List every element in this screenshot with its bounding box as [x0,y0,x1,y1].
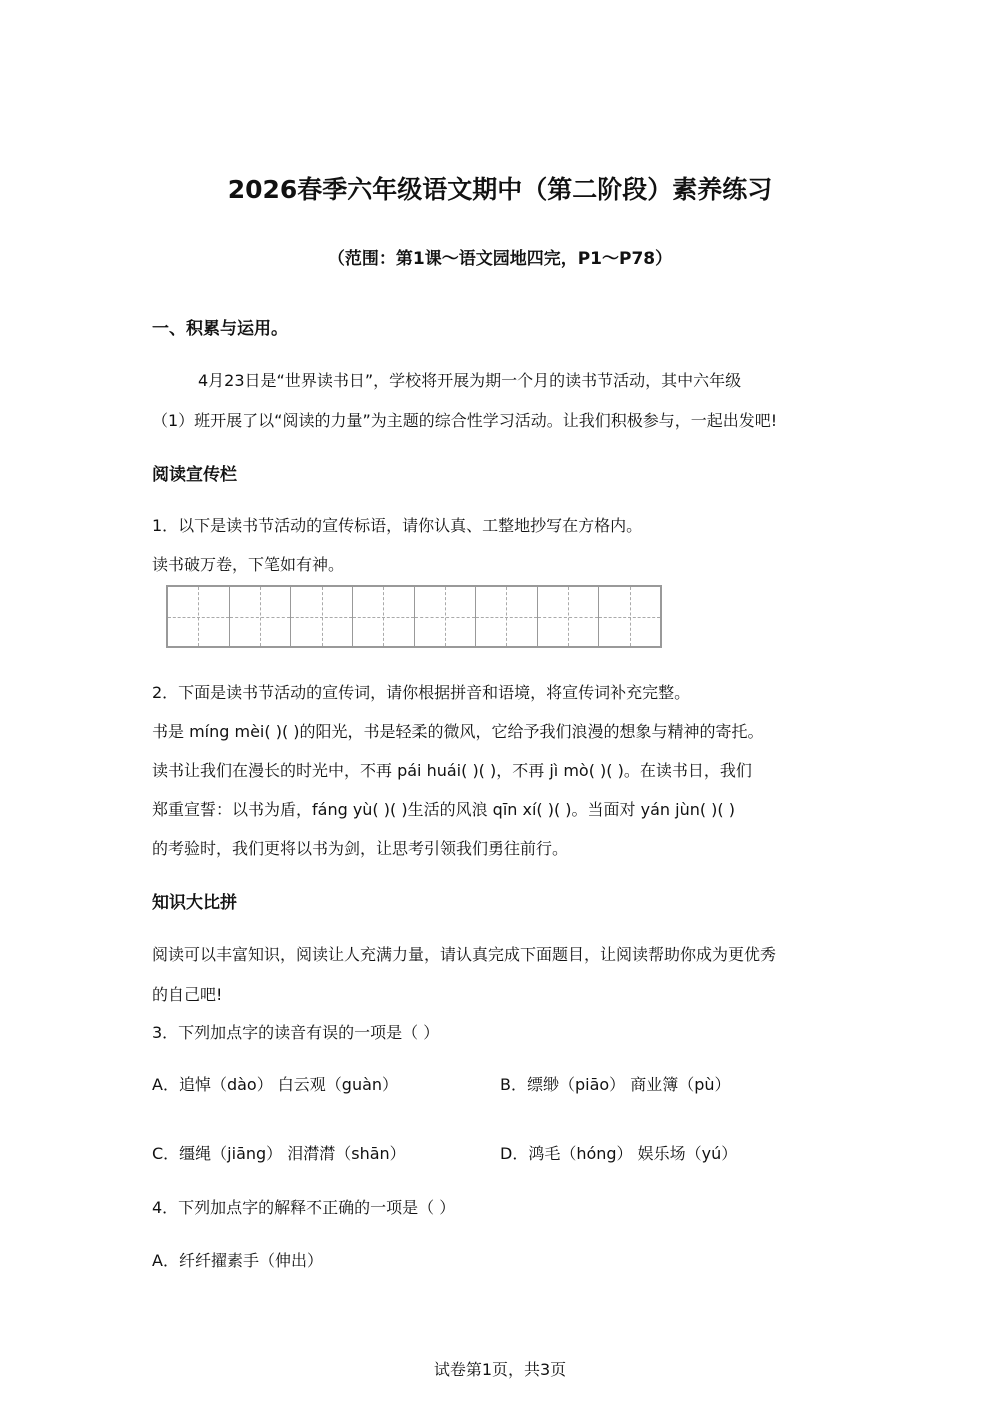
question-3-option-b[interactable]: B．缥缈（piāo） 商业簿（pù） [500,1075,731,1094]
grid-cell[interactable] [599,587,660,646]
block2-intro-line-2: 的自己吧! [152,985,223,1004]
intro-line-1: 4月23日是“世界读书日”，学校将开展为期一个月的读书节活动，其中六年级 [198,371,742,390]
page-subtitle: （范围：第1课～语文园地四完，P1～P78） [327,249,673,269]
question-2-line-1: 书是 míng mèi( )( )的阳光，书是轻柔的微风，它给予我们浪漫的想象与精神的寄托。 [152,722,764,741]
question-3-option-c[interactable]: C．缰绳（jiāng） 泪潸潸（shān） [152,1144,406,1163]
page-footer: 试卷第1页，共3页 [433,1360,567,1379]
grid-cell[interactable] [168,587,230,646]
grid-cell[interactable] [230,587,292,646]
grid-cell[interactable] [353,587,415,646]
block-heading-reading-board: 阅读宣传栏 [152,465,237,485]
writing-grid[interactable] [166,585,662,648]
question-3-option-a[interactable]: A．追悼（dào） 白云观（guàn） [152,1075,399,1094]
question-3: 3．下列加点字的读音有误的一项是（ ） [152,1023,440,1042]
question-2-line-4: 的考验时，我们更将以书为剑，让思考引领我们勇往前行。 [152,839,569,858]
intro-line-2: （1）班开展了以“阅读的力量”为主题的综合性学习活动。让我们积极参与，一起出发吧! [152,411,778,430]
question-2-line-3: 郑重宣誓：以书为盾，fáng yù( )( )生活的风浪 qīn xí( )( )。当面对 yán jùn( )( ) [152,800,735,819]
question-2: 2．下面是读书节活动的宣传词，请你根据拼音和语境，将宣传词补充完整。 [152,683,691,702]
question-4: 4．下列加点字的解释不正确的一项是（ ） [152,1198,456,1217]
section-heading: 一、积累与运用。 [152,319,288,339]
question-2-line-2: 读书让我们在漫长的时光中，不再 pái huái( )( )，不再 jì mò( )( )。在读书日，我们 [152,761,752,780]
grid-cell[interactable] [415,587,477,646]
question-4-option-a[interactable]: A．纤纤擢素手（伸出） [152,1251,323,1270]
block-heading-knowledge: 知识大比拼 [152,893,237,913]
page-title: 2026春季六年级语文期中（第二阶段）素养练习 [227,175,773,204]
grid-cell[interactable] [476,587,538,646]
question-3-option-d[interactable]: D．鸿毛（hóng） 娱乐场（yú） [500,1144,738,1163]
grid-cell[interactable] [291,587,353,646]
question-1: 1．以下是读书节活动的宣传标语，请你认真、工整地抄写在方格内。 [152,516,643,535]
block2-intro-line-1: 阅读可以丰富知识，阅读让人充满力量，请认真完成下面题目，让阅读帮助你成为更优秀 [152,945,777,964]
question-1-slogan: 读书破万卷，下笔如有神。 [152,555,345,574]
grid-cell[interactable] [538,587,600,646]
